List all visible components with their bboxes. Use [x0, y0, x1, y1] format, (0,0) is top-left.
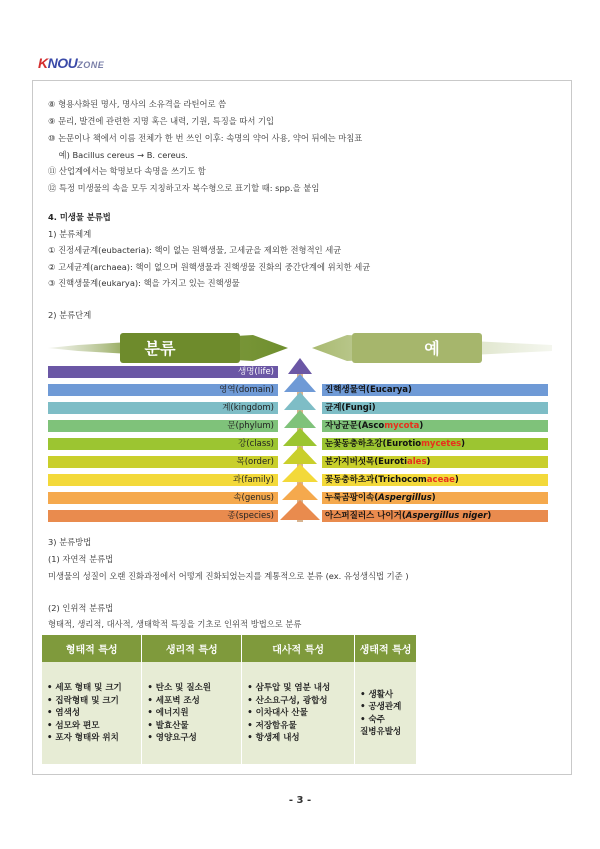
example-bar: 분가지버섯목(Eurotiales)	[322, 456, 548, 468]
rank-bar-kingdom: 계(kingdom)	[48, 402, 278, 414]
list-item: • 발효산물	[147, 720, 238, 733]
list-item: • 집락형태 및 크기	[47, 695, 138, 708]
list-item: • 염색성	[47, 707, 138, 720]
system-item: ① 진정세균계(eubacteria): 핵이 없는 원핵생물, 고세균을 제외한 전형적인 세균	[48, 245, 342, 255]
rank-bar-class: 강(class)	[48, 438, 278, 450]
list-item: • 섬모와 편모	[47, 720, 138, 733]
list-item: • 이차대사 산물	[247, 707, 351, 720]
page-number: - 3 -	[288, 795, 312, 806]
list-item: • 포자 형태와 위치	[47, 732, 138, 745]
rank-bar-genus: 속(genus)	[48, 492, 278, 504]
classification-header-label: 분류	[144, 339, 176, 358]
natural-method-title: (1) 자연적 분류법	[48, 554, 114, 564]
natural-method-desc: 미생물의 성질이 오랜 진화과정에서 어떻게 진화되었는지를 계통적으로 분류 (ex. 유성생식법 기준 )	[48, 571, 409, 581]
section-title: 4. 미생물 분류법	[48, 212, 111, 222]
example-header-banner	[312, 333, 552, 363]
system-item: ② 고세균계(archaea): 핵이 없으며 원핵생물과 진핵생물 진화의 중간단계에 위치한 세균	[48, 262, 371, 272]
list-item: • 공생관계	[360, 701, 413, 714]
example-bar: 아스퍼질러스 나이거(Aspergillus niger)	[322, 510, 548, 522]
table-header: 생태적 특성	[355, 635, 417, 662]
list-item: • 세포벽 조성	[147, 695, 238, 708]
list-item: • 항생제 내성	[247, 732, 351, 745]
rank-bar-order: 목(order)	[48, 456, 278, 468]
example-bar: 누룩곰팡이속(Aspergillus)	[322, 492, 548, 504]
knouzone-logo: KNOUZONE	[38, 55, 105, 71]
table-cell	[355, 662, 417, 764]
artificial-method-desc: 형태적, 생리적, 대사적, 생태학적 특징을 기초로 인위적 방법으로 분류	[48, 619, 302, 629]
list-item: 질병유발성	[360, 727, 402, 737]
rank-bar-species: 종(species)	[48, 510, 278, 522]
table-cell	[142, 662, 242, 764]
example-bar: 눈꽃동충하초강(Eurotiomycetes)	[322, 438, 548, 450]
example-bar: 꽃동충하초과(Trichocomaceae)	[322, 474, 548, 486]
list-item: • 에너지원	[147, 707, 238, 720]
example-bar: 균계(Fungi)	[322, 402, 548, 414]
list-item: • 삼투압 및 염분 내성	[247, 682, 351, 695]
list-item: • 영양요구성	[147, 732, 238, 745]
classification-header-banner	[48, 333, 288, 363]
example-bar: 진핵생물역(Eucarya)	[322, 384, 548, 396]
system-item: ③ 진핵생물계(eukarya): 핵을 가지고 있는 진핵생물	[48, 278, 240, 288]
rank-bar-domain: 영역(domain)	[48, 384, 278, 396]
rank-bar-life: 생명(life)	[48, 366, 278, 378]
intro-item: ⑪ 산업계에서는 학명보다 속명을 쓰기도 함	[48, 166, 206, 176]
subsection-title: 3) 분류방법	[48, 537, 92, 547]
characteristics-table	[42, 635, 417, 764]
subsection-title: 2) 분류단계	[48, 310, 92, 320]
list-item: • 숙주	[360, 714, 413, 727]
intro-item-example: 예) Bacillus cereus → B. cereus.	[48, 150, 188, 160]
table-header: 대사적 특성	[242, 635, 355, 662]
intro-item: ⑨ 문리, 발견에 관련한 지명 혹은 내력, 기원, 특징을 따서 기입	[48, 116, 275, 126]
list-item: • 산소요구성, 광합성	[247, 695, 351, 708]
list-item: • 저장함유물	[247, 720, 351, 733]
list-item: • 탄소 및 질소원	[147, 682, 238, 695]
intro-item: ⑩ 논문이나 책에서 이름 전체가 한 번 쓰인 이후: 속명의 약어 사용, 약어 뒤에는 마침표	[48, 133, 363, 143]
table-header: 생리적 특성	[142, 635, 242, 662]
example-header-label: 예	[424, 339, 440, 358]
list-item: • 세포 형태 및 크기	[47, 682, 138, 695]
table-cell	[242, 662, 355, 764]
list-item: • 생활사	[360, 689, 413, 702]
intro-item: ⑧ 형용사화된 명사, 명사의 소유격을 라틴어로 씀	[48, 99, 227, 109]
example-bar: 자낭균문(Ascomycota)	[322, 420, 548, 432]
intro-item: ⑫ 특정 미생물의 속을 모두 지칭하고자 복수형으로 표기할 때: spp.을 붙임	[48, 183, 320, 193]
artificial-method-title: (2) 인위적 분류법	[48, 603, 114, 613]
rank-bar-family: 과(family)	[48, 474, 278, 486]
table-header: 형태적 특성	[42, 635, 142, 662]
table-cell	[42, 662, 142, 764]
mushroom-stack-icon	[278, 358, 322, 526]
rank-bar-phylum: 문(phylum)	[48, 420, 278, 432]
subsection-title: 1) 분류체계	[48, 229, 92, 239]
